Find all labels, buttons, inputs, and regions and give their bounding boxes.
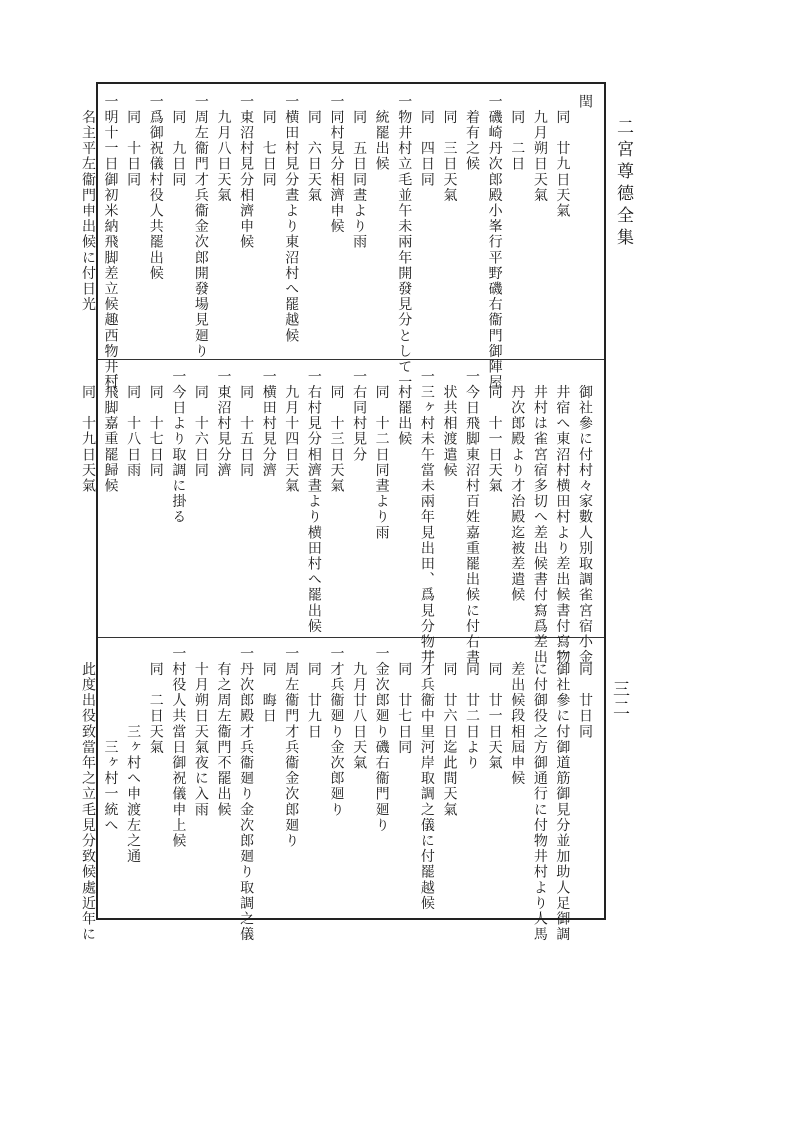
- text-column: 一磯崎丹次郎殿小峯行平野磯右衞門御陣屋: [486, 94, 503, 391]
- text-column: 井宿へ東沼村横田村より差出候書付寫物: [554, 369, 571, 666]
- text-column: 九月十四日天氣: [283, 369, 300, 494]
- text-column: 十月朔日天氣夜に入雨: [192, 646, 209, 818]
- text-column: 同 二日天氣: [147, 646, 164, 756]
- text-column: 同 十五日同: [238, 369, 255, 479]
- text-column: 三ヶ村一統へ: [102, 646, 119, 834]
- text-column: 着有之候: [464, 94, 481, 172]
- page-number: 三二: [609, 680, 629, 718]
- text-column: 御社參に付村々家數人別取調雀宮宿小金: [577, 369, 593, 666]
- text-column: 同 十八日雨: [125, 369, 142, 479]
- text-column: 一今日飛脚東沼村百姓嘉重罷出候に付右書: [464, 369, 481, 666]
- text-column: 一同村見分相濟申候: [328, 94, 345, 235]
- text-column: 同 四日同: [418, 94, 435, 188]
- text-column: 同 七日同: [260, 94, 277, 188]
- text-column: 此度出役致當年之立毛見分致候處近年に: [79, 646, 96, 943]
- text-column: 同 廿七日同: [396, 646, 413, 756]
- text-column: 同 廿六日迄此間天氣: [441, 646, 458, 818]
- text-column: 九月八日天氣: [215, 94, 232, 204]
- text-column: 同 五日同晝より雨: [351, 94, 368, 250]
- text-column: 同 十九日天氣: [79, 369, 96, 494]
- band-divider-upper: [98, 359, 604, 360]
- text-column: 有之周左衞門不罷出候: [215, 646, 232, 818]
- text-column: 一村役人共當日御祝儀申上候: [170, 646, 187, 849]
- text-band-bottom: [79, 646, 596, 943]
- text-column: 一横田村見分濟: [260, 369, 277, 479]
- text-column: 状共相渡遣候: [441, 369, 458, 479]
- text-column: 同 廿一日天氣: [486, 646, 503, 771]
- text-column: 村罷出候: [396, 369, 413, 447]
- text-column: 丹次郎殿より才治殿迄被差遣候: [509, 369, 526, 603]
- text-column: 同 晦日: [260, 646, 277, 724]
- text-column: 一今日より取調に掛る: [170, 369, 187, 525]
- text-column: 閏: [577, 94, 593, 110]
- text-column: 一周左衞門才兵衞金次郎開發場見廻り: [192, 94, 209, 360]
- text-column: 九月廿八日天氣: [351, 646, 368, 771]
- text-column: 同 十一日天氣: [486, 369, 503, 494]
- text-column: 同 十三日天氣: [328, 369, 345, 494]
- text-column: 差出候段相屆申候: [509, 646, 526, 787]
- text-column: 一才兵衞中里河岸取調之儀に付罷越候: [418, 646, 435, 912]
- text-column: 同 六日天氣: [305, 94, 322, 204]
- text-column: 一御社參に付御道筋御見分並加助人足御調: [554, 646, 571, 943]
- text-column: 同 十六日同: [192, 369, 209, 479]
- text-column: 同 十二日同晝より雨: [373, 369, 390, 541]
- text-column: 一才兵衞廻り金次郎廻り: [328, 646, 345, 818]
- text-column: 一東沼村見分濟: [215, 369, 232, 479]
- text-column: 三ヶ村へ申渡左之通: [125, 646, 142, 865]
- text-column: 一爲御祝儀村役人共罷出候: [147, 94, 164, 282]
- text-column: 同 十日同: [125, 94, 142, 188]
- text-column: 同 廿九日天氣: [554, 94, 571, 219]
- text-column: 一物井村立毛並午未兩年開發見分として一: [396, 94, 413, 391]
- text-band-middle: [79, 369, 596, 666]
- text-column: 同 廿九日: [305, 646, 322, 740]
- text-column: 一右村見分相濟晝より横田村へ罷出候: [305, 369, 322, 635]
- text-column: 同 十七日同: [147, 369, 164, 479]
- text-column: に付御役之方御通行に付物井村より人馬: [531, 646, 548, 943]
- text-band-top: [79, 94, 596, 391]
- band-divider-lower: [98, 637, 604, 638]
- text-column: 一丹次郎殿才兵衞廻り金次郎廻り取調之儀: [238, 646, 255, 943]
- text-column: 同 九日同: [170, 94, 187, 188]
- text-column: 一東沼村見分相濟申候: [238, 94, 255, 250]
- text-column: 名主平左衞門申出候に付日光: [79, 94, 96, 313]
- text-column: 一明十一日御初米納飛脚差立候趣西物井村: [102, 94, 119, 391]
- text-column: 一右同村見分: [351, 369, 368, 463]
- text-column: 一周左衞門才兵衞金次郎廻り: [283, 646, 300, 849]
- page-frame: [79, 82, 606, 943]
- text-column: 同 三日天氣: [441, 94, 458, 204]
- text-column: 一飛脚嘉重罷歸候: [102, 369, 119, 494]
- text-column: 一三ヶ村未午當未兩年見出田、爲見分物井: [418, 369, 435, 666]
- text-column: 同 廿日同: [577, 646, 593, 740]
- running-title: 二宮尊德全集: [613, 118, 633, 250]
- text-column: 一金次郎廻り磯右衞門廻り: [373, 646, 390, 834]
- text-column: 同 二日: [509, 94, 526, 172]
- text-column: 同 廿二日より: [464, 646, 481, 771]
- text-column: 一横田村見分晝より東沼村へ罷越候: [283, 94, 300, 344]
- text-column: 九月朔日天氣: [531, 94, 548, 204]
- text-column: 井村は雀宮宿多切へ差出候書付寫爲差出: [531, 369, 548, 666]
- text-column: 統罷出候: [373, 94, 390, 172]
